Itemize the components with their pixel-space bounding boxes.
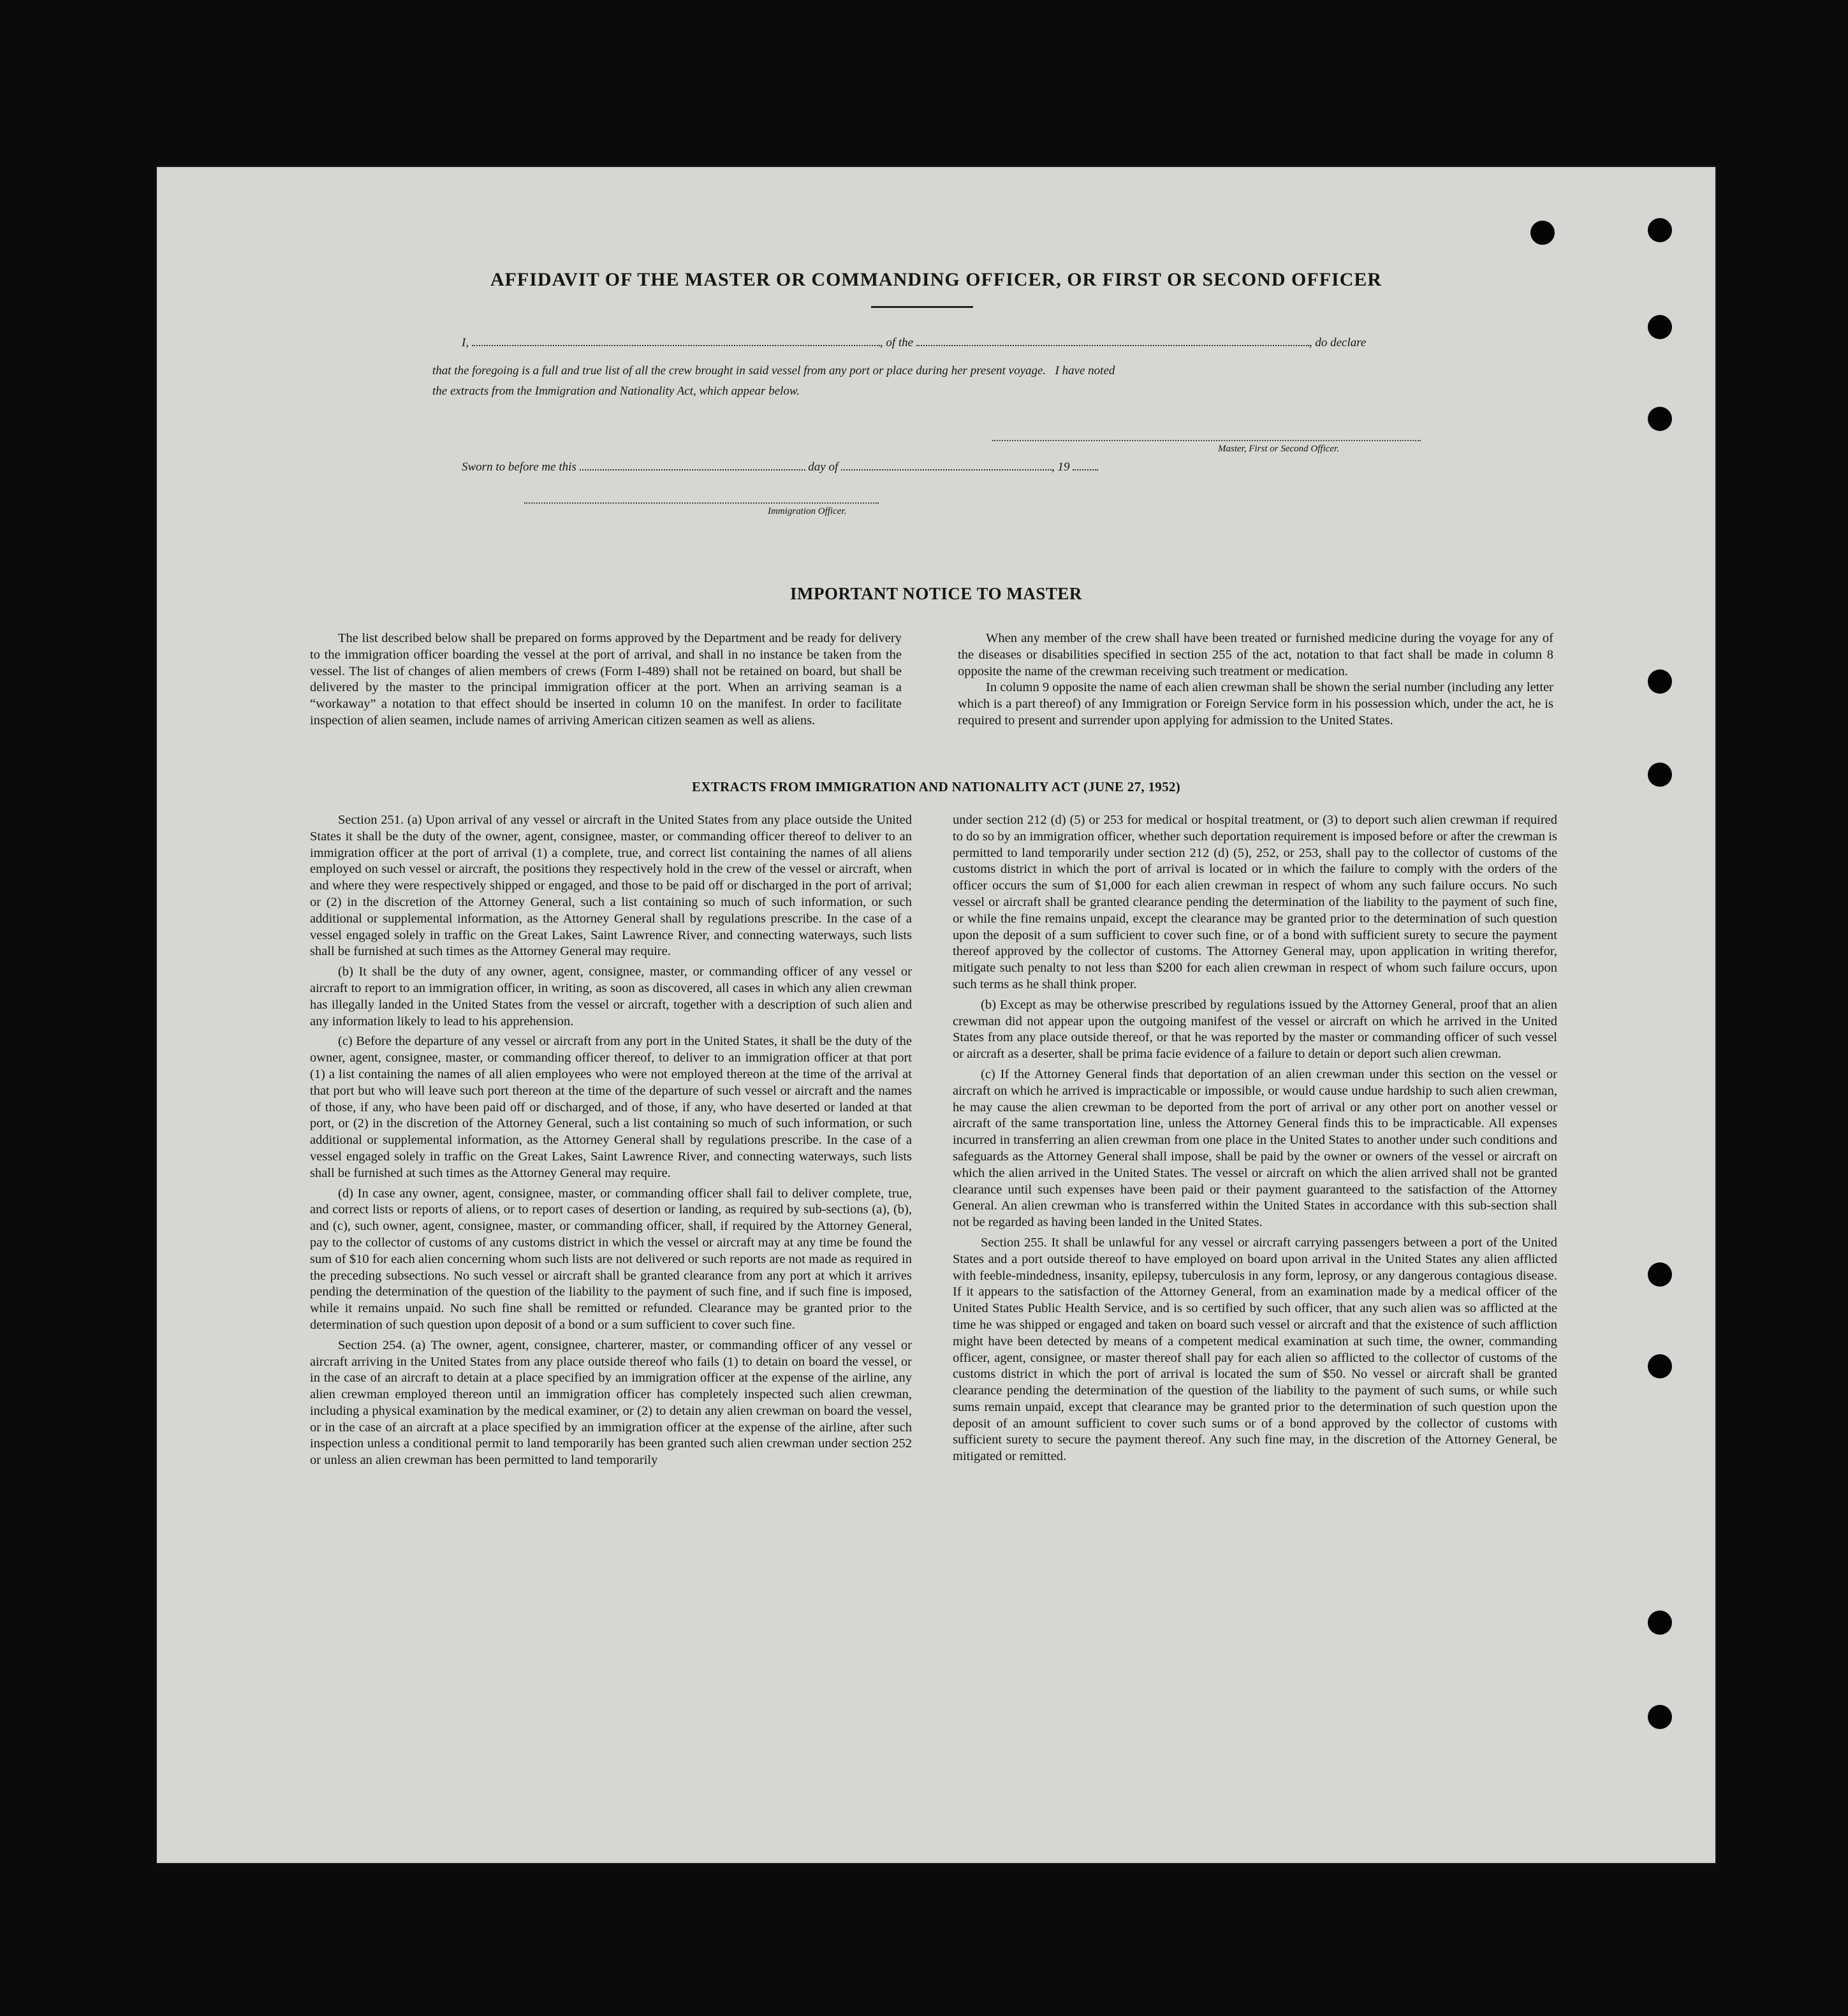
sworn-year-field[interactable] [1073,469,1098,471]
sworn-day-field[interactable] [580,469,805,471]
form-page [157,167,1715,1863]
notice-title: IMPORTANT NOTICE TO MASTER [790,584,1082,603]
section-251-d: (d) In case any owner, agent, consignee, master, or commanding officer shall fail to deliver complete, true, and correct lists or reports of aliens, or to report cases of desertion or landing, as required by sub-sections (a), (b), and (c), such owner, agent, consignee, master, or commanding officer, shall, if required by the Attorney General, pay to the collector of customs of any customs district in which the vessel or aircraft may at any time be found the sum of $10 for each alien concerning whom such lists are not delivered or such reports are not made as required in the preceding subsections. No such vessel or aircraft shall be granted clearance from any port at which it arrives pending the determination of the question of the liability to the payment of such fine, and if such fine is imposed, while it remains unpaid. No such fine shall be remitted or refunded. Clearance may be granted prior to the determination of such question upon deposit of a bond or a sum sufficient to cover such fine. [310,1186,912,1332]
section-251-c: (c) Before the departure of any vessel or aircraft from any port in the United States, it shall be the duty of the owner, agent, consignee, master, or commanding officer thereof, to deliver to an immigration officer at that port (1) a list containing the names of all alien employees who were not employed thereon at the time of the arrival at that port but who will leave such port thereon at the time of the departure of such vessel or aircraft and the names of those, if any, who have been paid off or discharged, and of those, if any, who have deserted or landed at that port, or (2) in the discretion of the Attorney General, such a list containing so much of such information, or such additional or supplemental information, as the Attorney General shall by regulations prescribe. In the case of a vessel engaged solely in traffic on the Great Lakes, Saint Lawrence River, and connecting waterways, such lists shall be furnished at such times as the Attorney General may require. [310,1034,912,1180]
section-255: Section 255. It shall be unlawful for any vessel or aircraft carrying passengers between a port of the United States and a port outside thereof to have employed on board upon arrival in the United States any alien afflicted with feeble-mindedness, insanity, epilepsy, tuberculosis in any form, leprosy, or any dangerous contagious disease. If it appears to the satisfaction of the Attorney General, from an examination made by a medical officer of the United States Public Health Service, and is so certified by such officer, that any such alien was so afflicted at the time he was shipped or engaged and taken on board such vessel or aircraft and that the existence of such affliction might have been detected by means of a competent medical examination at such time, the owner, commanding officer, agent, consignee, or master thereof shall pay for each alien so afflicted to the collector of customs of the customs district in which the port of arrival is located the sum of $50. No vessel or aircraft shall be granted clearance pending the determination of the question of the liability to the payment of such sums, or while such sums remain unpaid, except that clearance may be granted prior to the determination of such question upon the deposit of an amount sufficient to cover such sums or of a bond approved by the collector of customs with sufficient surety to secure the payment thereof. Any such fine may, in the discretion of the Attorney General, be mitigated or remitted. [953,1235,1557,1464]
section-254-a-continued: under section 212 (d) (5) or 253 for medical or hospital treatment, or (3) to deport such alien crewman if required to do so by an immigration officer, whether such deportation requirement is imposed before or after the crewman is permitted to land temporarily under section 212 (d) (5), 252, or 253, shall pay to the collector of customs of the customs district in which the port of arrival is located or in which the failure to comply with the orders of the officer occurs the sum of $1,000 for each alien crewman in respect of whom any such failure occurs. No such vessel or aircraft shall be granted clearance pending the determination of the liability to the payment of such fine, or while the fine remains unpaid, except the clearance may be granted prior to the determination of such question upon the deposit of a sum sufficient to cover such fine, or of a bond with sufficient surety to secure the payment thereof approved by the collector of customs. The Attorney General may, upon application in writing therefor, mitigate such penalty to not less than $200 for each alien crewman in respect of whom such failure occurs, upon such terms as he shall think proper. [953,813,1557,991]
declaration-line-2: that the foregoing is a full and true list of all the crew brought in said vessel from any port or place during her present voyage. I have noted [432,364,1115,377]
punch-hole [1648,1354,1672,1378]
extracts-right-column [953,812,1557,1469]
vessel-field[interactable] [916,344,1309,346]
officer-signature-label: Immigration Officer. [768,506,847,516]
notice-right-paragraph-2: In column 9 opposite the name of each alien crewman shall be shown the serial number (including any letter which is a part thereof) of any Immigration or Foreign Service form in his possession which, under the act, he is required to present and surrender upon applying for admission to the United States. [958,680,1553,727]
declaration-of-the: , of the [879,336,914,349]
punch-hole [1648,218,1672,242]
affidavit-title: AFFIDAVIT OF THE MASTER OR COMMANDING OFFICER, OR FIRST OR SECOND OFFICER [490,269,1382,290]
punch-hole [1648,315,1672,339]
master-signature-line[interactable] [992,440,1421,441]
notice-right-column [958,631,1553,733]
sworn-line [462,460,1098,474]
notice-left-column [310,631,902,733]
section-251-a: Section 251. (a) Upon arrival of any vessel or aircraft in the United States from any place outside the United States it shall be the duty of the owner, agent, consignee, master, or commanding officer thereof to deliver to an immigration officer at the port of arrival (1) a complete, true, and correct list containing the names of all aliens employed on such vessel or aircraft, the positions they respectively hold in the crew of the vessel or aircraft, when and where they were respectively shipped or engaged, and those to be paid off or discharged in the port of arrival; or (2) in the discretion of the Attorney General, such a list containing so much of such information, or such additional or supplemental information, as the Attorney General shall by regulations prescribe. In the case of a vessel engaged solely in traffic on the Great Lakes, Saint Lawrence River, and connecting waterways, such lists shall be furnished at such times as the Attorney General may require. [310,813,912,959]
declaration-do-declare: , do declare [1309,336,1367,349]
punch-hole [1648,669,1672,694]
section-251-b: (b) It shall be the duty of any owner, agent, consignee, master, or commanding officer of any vessel or aircraft to report to an immigration officer, in writing, as soon as discovered, all cases in which any alien crewman has illegally landed in the United States from the vessel or aircraft, together with a description of such alien and any information likely to lead to his apprehension. [310,965,912,1028]
sworn-month-field[interactable] [841,469,1052,471]
notice-left-paragraph: The list described below shall be prepared on forms approved by the Department and be ready for delivery to the immigration officer boarding the vessel at the port of arrival, and shall in no instance be taken from the vessel. The list of changes of alien members of crews (Form I-489) shall not be retained on board, but shall be delivered by the master to the principal immigration officer at the port. When an arriving seaman is a “workaway” a notation to that effect should be inserted in column 10 on the manifest. In order to facilitate inspection of alien seamen, include names of arriving American citizen seamen as well as aliens. [310,631,902,727]
section-254-b: (b) Except as may be otherwise prescribed by regulations issued by the Attorney General, proof that an alien crewman did not appear upon the outgoing manifest of the vessel or aircraft on which he arrived in the United States from any place outside thereof, or that he was reported by the master or commanding officer of such vessel or aircraft as a deserter, shall be prima facie evidence of a failure to detain or deport such alien crewman. [953,997,1557,1062]
officer-signature-line[interactable] [524,502,879,504]
extracts-title: EXTRACTS FROM IMMIGRATION AND NATIONALITY ACT (JUNE 27, 1952) [692,779,1180,794]
day-of-label: day of [808,460,839,474]
title-divider [871,306,973,308]
declaration-line-1 [462,336,1584,350]
section-254-a: Section 254. (a) The owner, agent, consignee, charterer, master, or commanding officer of any vessel or aircraft arriving in the United States from any place outside thereof who fails (1) to detain on board the vessel, or in the case of an aircraft to detain at a place specified by an immigration officer at the expense of the airline, any alien crewman employed thereon until an immigration officer has completely inspected such alien crewman, including a physical examination by the medical examiner, or (2) to detain any alien crewman on board the vessel, or in the case of an aircraft at a place specified by an immigration officer at the expense of the airline, after such inspection unless a conditional permit to land temporarily has been granted such alien crewman under section 252 or unless an alien crewman has been permitted to land temporarily [310,1338,912,1468]
extracts-left-column [310,812,912,1473]
punch-hole [1648,407,1672,431]
sworn-label: Sworn to before me this [462,460,576,474]
punch-hole [1648,1611,1672,1635]
name-field[interactable] [472,344,880,346]
declaration-line-3: the extracts from the Immigration and Nationality Act, which appear below. [432,384,800,398]
punch-hole [1648,1705,1672,1729]
section-254-c: (c) If the Attorney General finds that deportation of an alien crewman under this section on the vessel or aircraft on which he arrived is impracticable or impossible, or would cause undue hardship to such alien crewman, he may cause the alien crewman to be deported from the port of arrival or any other port on another vessel or aircraft of the same transportation line, unless the Attorney General finds this to be impracticable. All expenses incurred in transferring an alien crewman from one place in the United States to another under such conditions and safeguards as the Attorney General shall impose, shall be paid by the owner or owners of the vessel or aircraft on which the alien arrived in the United States. The vessel or aircraft on which the alien arrived shall not be granted clearance until such expenses have been paid or their payment guaranteed to the satisfaction of the Attorney General. An alien crewman who is transferred within the United States in accordance with this sub-section shall not be regarded as having been landed in the United States. [953,1067,1557,1230]
punch-hole [1648,1262,1672,1287]
notice-right-paragraph-1: When any member of the crew shall have been treated or furnished medicine during the voyage for any of the diseases or disabilities specified in section 255 of the act, notation to that fact shall be made in column 8 opposite the name of the crewman receiving such treatment or medication. [958,631,1553,678]
year-prefix: , 19 [1052,460,1070,474]
declaration-i: I, [462,336,469,349]
punch-hole [1530,221,1555,245]
master-signature-label: Master, First or Second Officer. [1218,444,1339,454]
